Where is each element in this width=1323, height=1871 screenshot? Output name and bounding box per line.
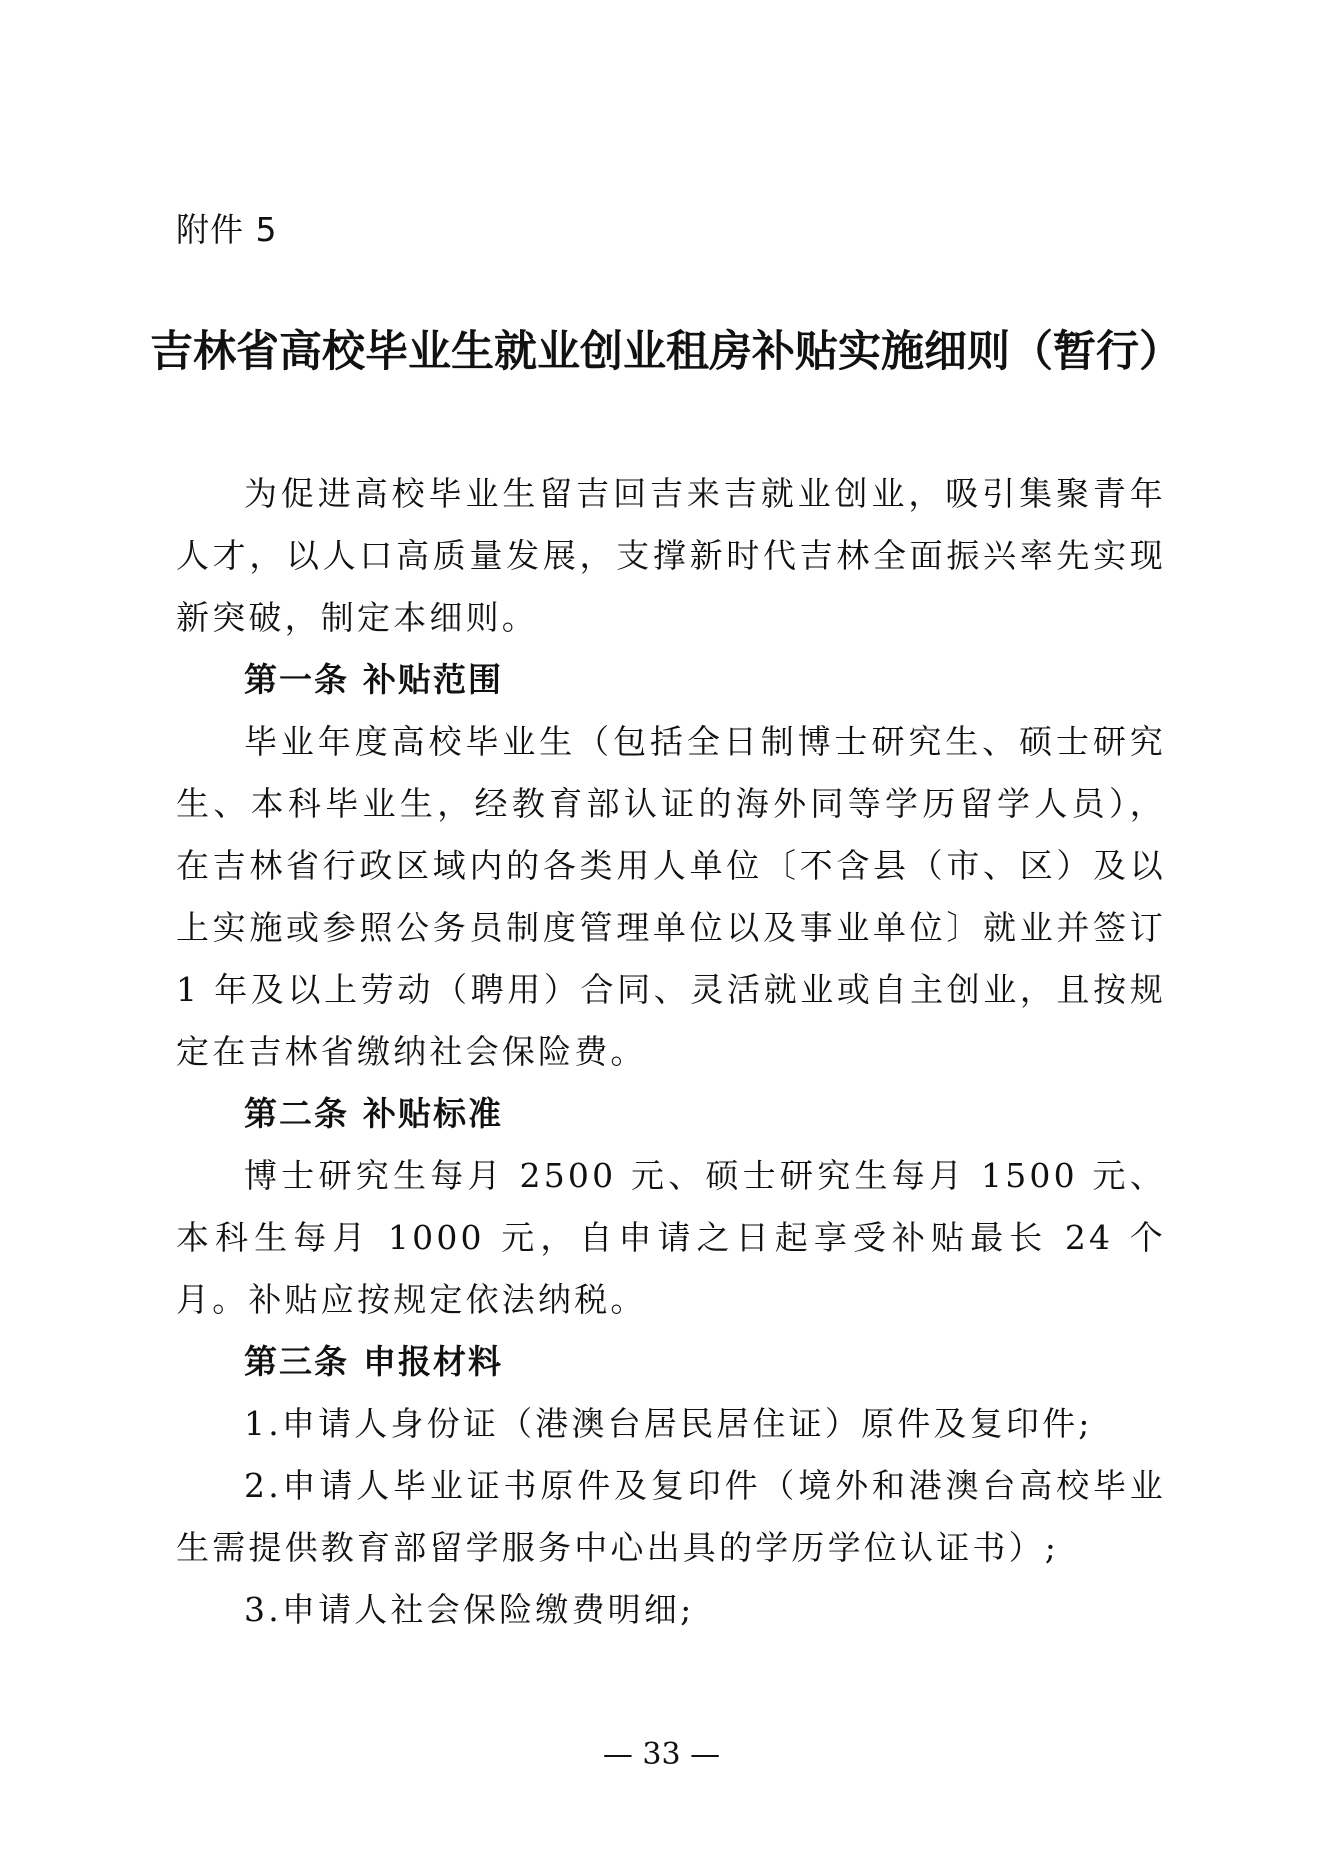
article-title: 补贴标准 [363,1094,503,1133]
page-number: — 33 — [602,1737,721,1772]
list-item: 3.申请人社会保险缴费明细; [244,1590,695,1629]
article-paragraph: 毕业年度高校毕业生（包括全日制博士研究生、硕士研究生、本科毕业生，经教育部认证的海外同等学历留学人员），在吉林省行政区域内的各类用人单位〔不含县（市、区）及以上实施或参照公务员制度管理单位以及事业单位〕就业并签订 1 年及以上劳动（聘用）合同、灵活就业或自主创业，且按规定在吉林省缴纳社会保险费。 [176,722,1166,1071]
article-heading [176,649,1166,711]
article-number: 第一条 [244,660,349,699]
article-1 [176,649,1166,1083]
attachment-label: 附件 5 [176,210,278,249]
list-item: 1.申请人身份证（港澳台居民居住证）原件及复印件; [244,1404,1093,1443]
document-body [176,463,1166,1641]
article-number: 第三条 [244,1342,349,1381]
article-3 [176,1331,1166,1641]
list-item: 2.申请人毕业证书原件及复印件（境外和港澳台高校毕业生需提供教育部留学服务中心出具的学历学位认证书）; [176,1466,1166,1567]
article-heading [176,1331,1166,1393]
article-number: 第二条 [244,1094,349,1133]
article-paragraph: 博士研究生每月 2500 元、硕士研究生每月 1500 元、本科生每月 1000 元，自申请之日起享受补贴最长 24 个月。补贴应按规定依法纳税。 [176,1156,1166,1319]
article-heading [176,1083,1166,1145]
article-title: 申报材料 [363,1342,503,1381]
article-title: 补贴范围 [363,660,503,699]
document-title: 吉林省高校毕业生就业创业租房补贴实施细则（暂行） [150,327,1182,377]
intro-paragraph: 为促进高校毕业生留吉回吉来吉就业创业，吸引集聚青年人才，以人口高质量发展，支撑新时代吉林全面振兴率先实现新突破，制定本细则。 [176,474,1166,637]
article-2 [176,1083,1166,1331]
